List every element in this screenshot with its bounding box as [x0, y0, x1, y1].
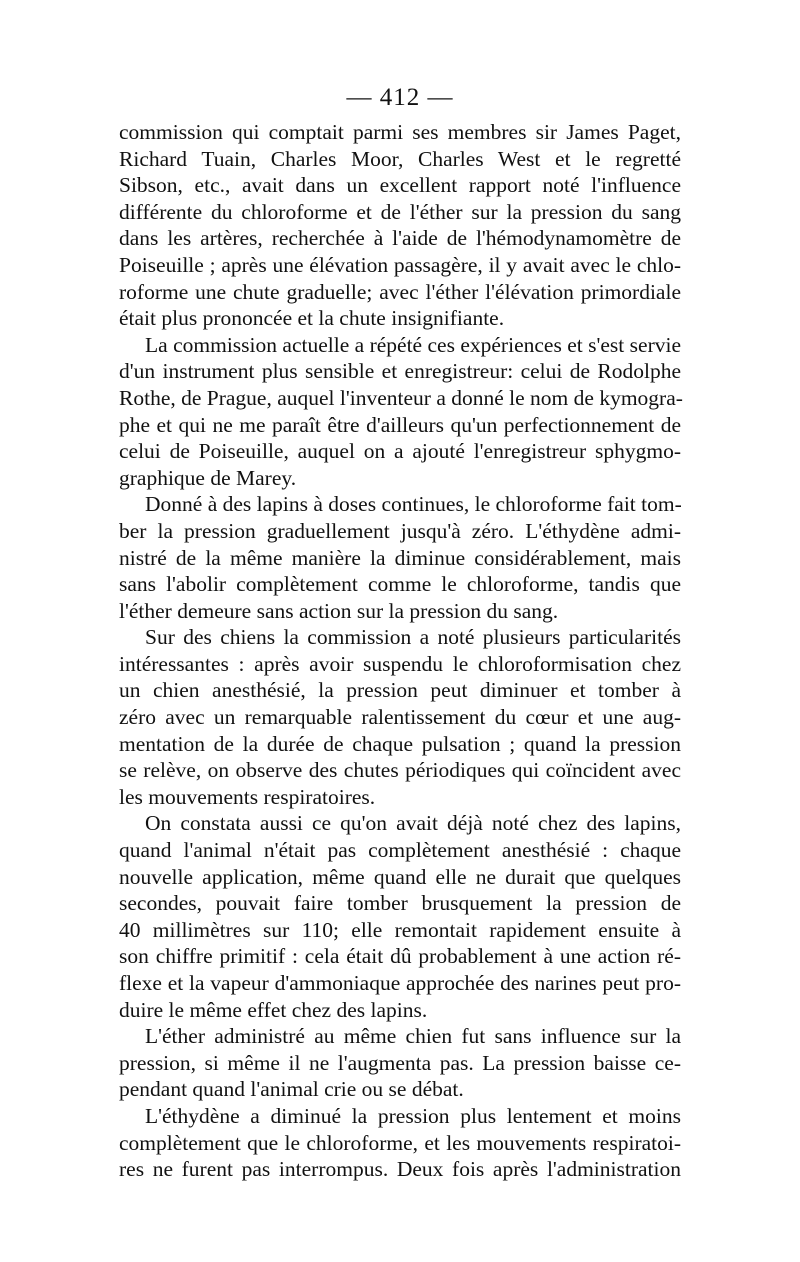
text-line: celui de Poiseuille, auquel on a ajouté l'enregistreur sphygmo- [119, 439, 681, 464]
text-line: complètement que le chloroforme, et les mouvements respiratoi- [119, 1130, 681, 1155]
text-line: sans l'abolir complètement comme le chloroforme, tandis que [119, 572, 681, 597]
text-line: nistré de la même manière la diminue considérablement, mais [119, 545, 681, 570]
text-line: nouvelle application, même quand elle ne durait que quelques [119, 864, 681, 889]
text-line: dans les artères, recherchée à l'aide de l'hémodynamomètre de [119, 226, 681, 251]
text-line: un chien anesthésié, la pression peut diminuer et tomber à [119, 678, 681, 703]
text-line: Sibson, etc., avait dans un excellent rapport noté l'influence [119, 173, 681, 198]
text-line: res ne furent pas interrompus. Deux fois après l'administration [119, 1157, 681, 1182]
paragraph [119, 1023, 681, 1103]
text-line: pendant quand l'animal crie ou se débat. [119, 1077, 464, 1102]
text-line: d'un instrument plus sensible et enregistreur: celui de Rodolphe [119, 359, 681, 384]
text-line: commission qui comptait parmi ses membres sir James Paget, [119, 120, 681, 144]
text-line: était plus prononcée et la chute insignifiante. [119, 306, 505, 331]
paragraph [119, 1103, 681, 1183]
text-line: roforme une chute graduelle; avec l'éther l'élévation primordiale [119, 279, 681, 304]
paragraph [119, 810, 681, 1023]
text-line: phe et qui ne me paraît être d'ailleurs qu'un perfectionnement de [119, 412, 681, 437]
text-line: zéro avec un remarquable ralentissement du cœur et une aug- [119, 705, 681, 730]
text-line: intéressantes : après avoir suspendu le chloroformisation chez [119, 651, 681, 676]
paragraph [119, 624, 681, 810]
text-line: Sur des chiens la commission a noté plusieurs particularités [145, 625, 681, 650]
text-line: différente du chloroforme et de l'éther sur la pression du sang [119, 199, 681, 224]
paragraph [119, 119, 681, 332]
text-line: graphique de Marey. [119, 465, 297, 490]
text-line: flexe et la vapeur d'ammoniaque approchée des narines peut pro- [119, 971, 681, 995]
text-line: son chiffre primitif : cela était dû probablement à une action ré- [119, 944, 681, 969]
page-number: — 412 — [346, 84, 454, 111]
text-line: 40 millimètres sur 110; elle remontait rapidement ensuite à [119, 917, 681, 942]
text-line: les mouvements respiratoires. [119, 784, 376, 809]
text-line: Richard Tuain, Charles Moor, Charles West et le regretté [119, 146, 681, 171]
text-line: l'éther demeure sans action sur la pression du sang. [119, 598, 559, 623]
text-line: On constata aussi ce qu'on avait déjà noté chez des lapins, [145, 811, 681, 836]
text-line: La commission actuelle a répété ces expériences et s'est servie [145, 332, 681, 357]
text-line: mentation de la durée de chaque pulsation ; quand la pression [119, 731, 681, 756]
body-text [119, 119, 681, 1183]
paragraph [119, 491, 681, 624]
text-line: pression, si même il ne l'augmenta pas. La pression baisse ce- [119, 1050, 681, 1075]
text-line: quand l'animal n'était pas complètement anesthésié : chaque [119, 838, 681, 863]
text-line: L'éthydène a diminué la pression plus lentement et moins [145, 1103, 681, 1128]
text-line: se relève, on observe des chutes périodiques qui coïncident avec [119, 758, 681, 783]
paragraph [119, 332, 681, 492]
text-line: Rothe, de Prague, auquel l'inventeur a donné le nom de kymogra- [119, 385, 683, 410]
text-line: Donné à des lapins à doses continues, le chloroforme fait tom- [145, 492, 682, 517]
text-line: Poiseuille ; après une élévation passagère, il y avait avec le chlo- [119, 252, 681, 277]
text-line: ber la pression graduellement jusqu'à zéro. L'éthydène admi- [119, 518, 681, 543]
text-line: duire le même effet chez des lapins. [119, 997, 428, 1022]
text-line: L'éther administré au même chien fut sans influence sur la [145, 1024, 681, 1049]
text-line: secondes, pouvait faire tomber brusquement la pression de [119, 891, 681, 916]
